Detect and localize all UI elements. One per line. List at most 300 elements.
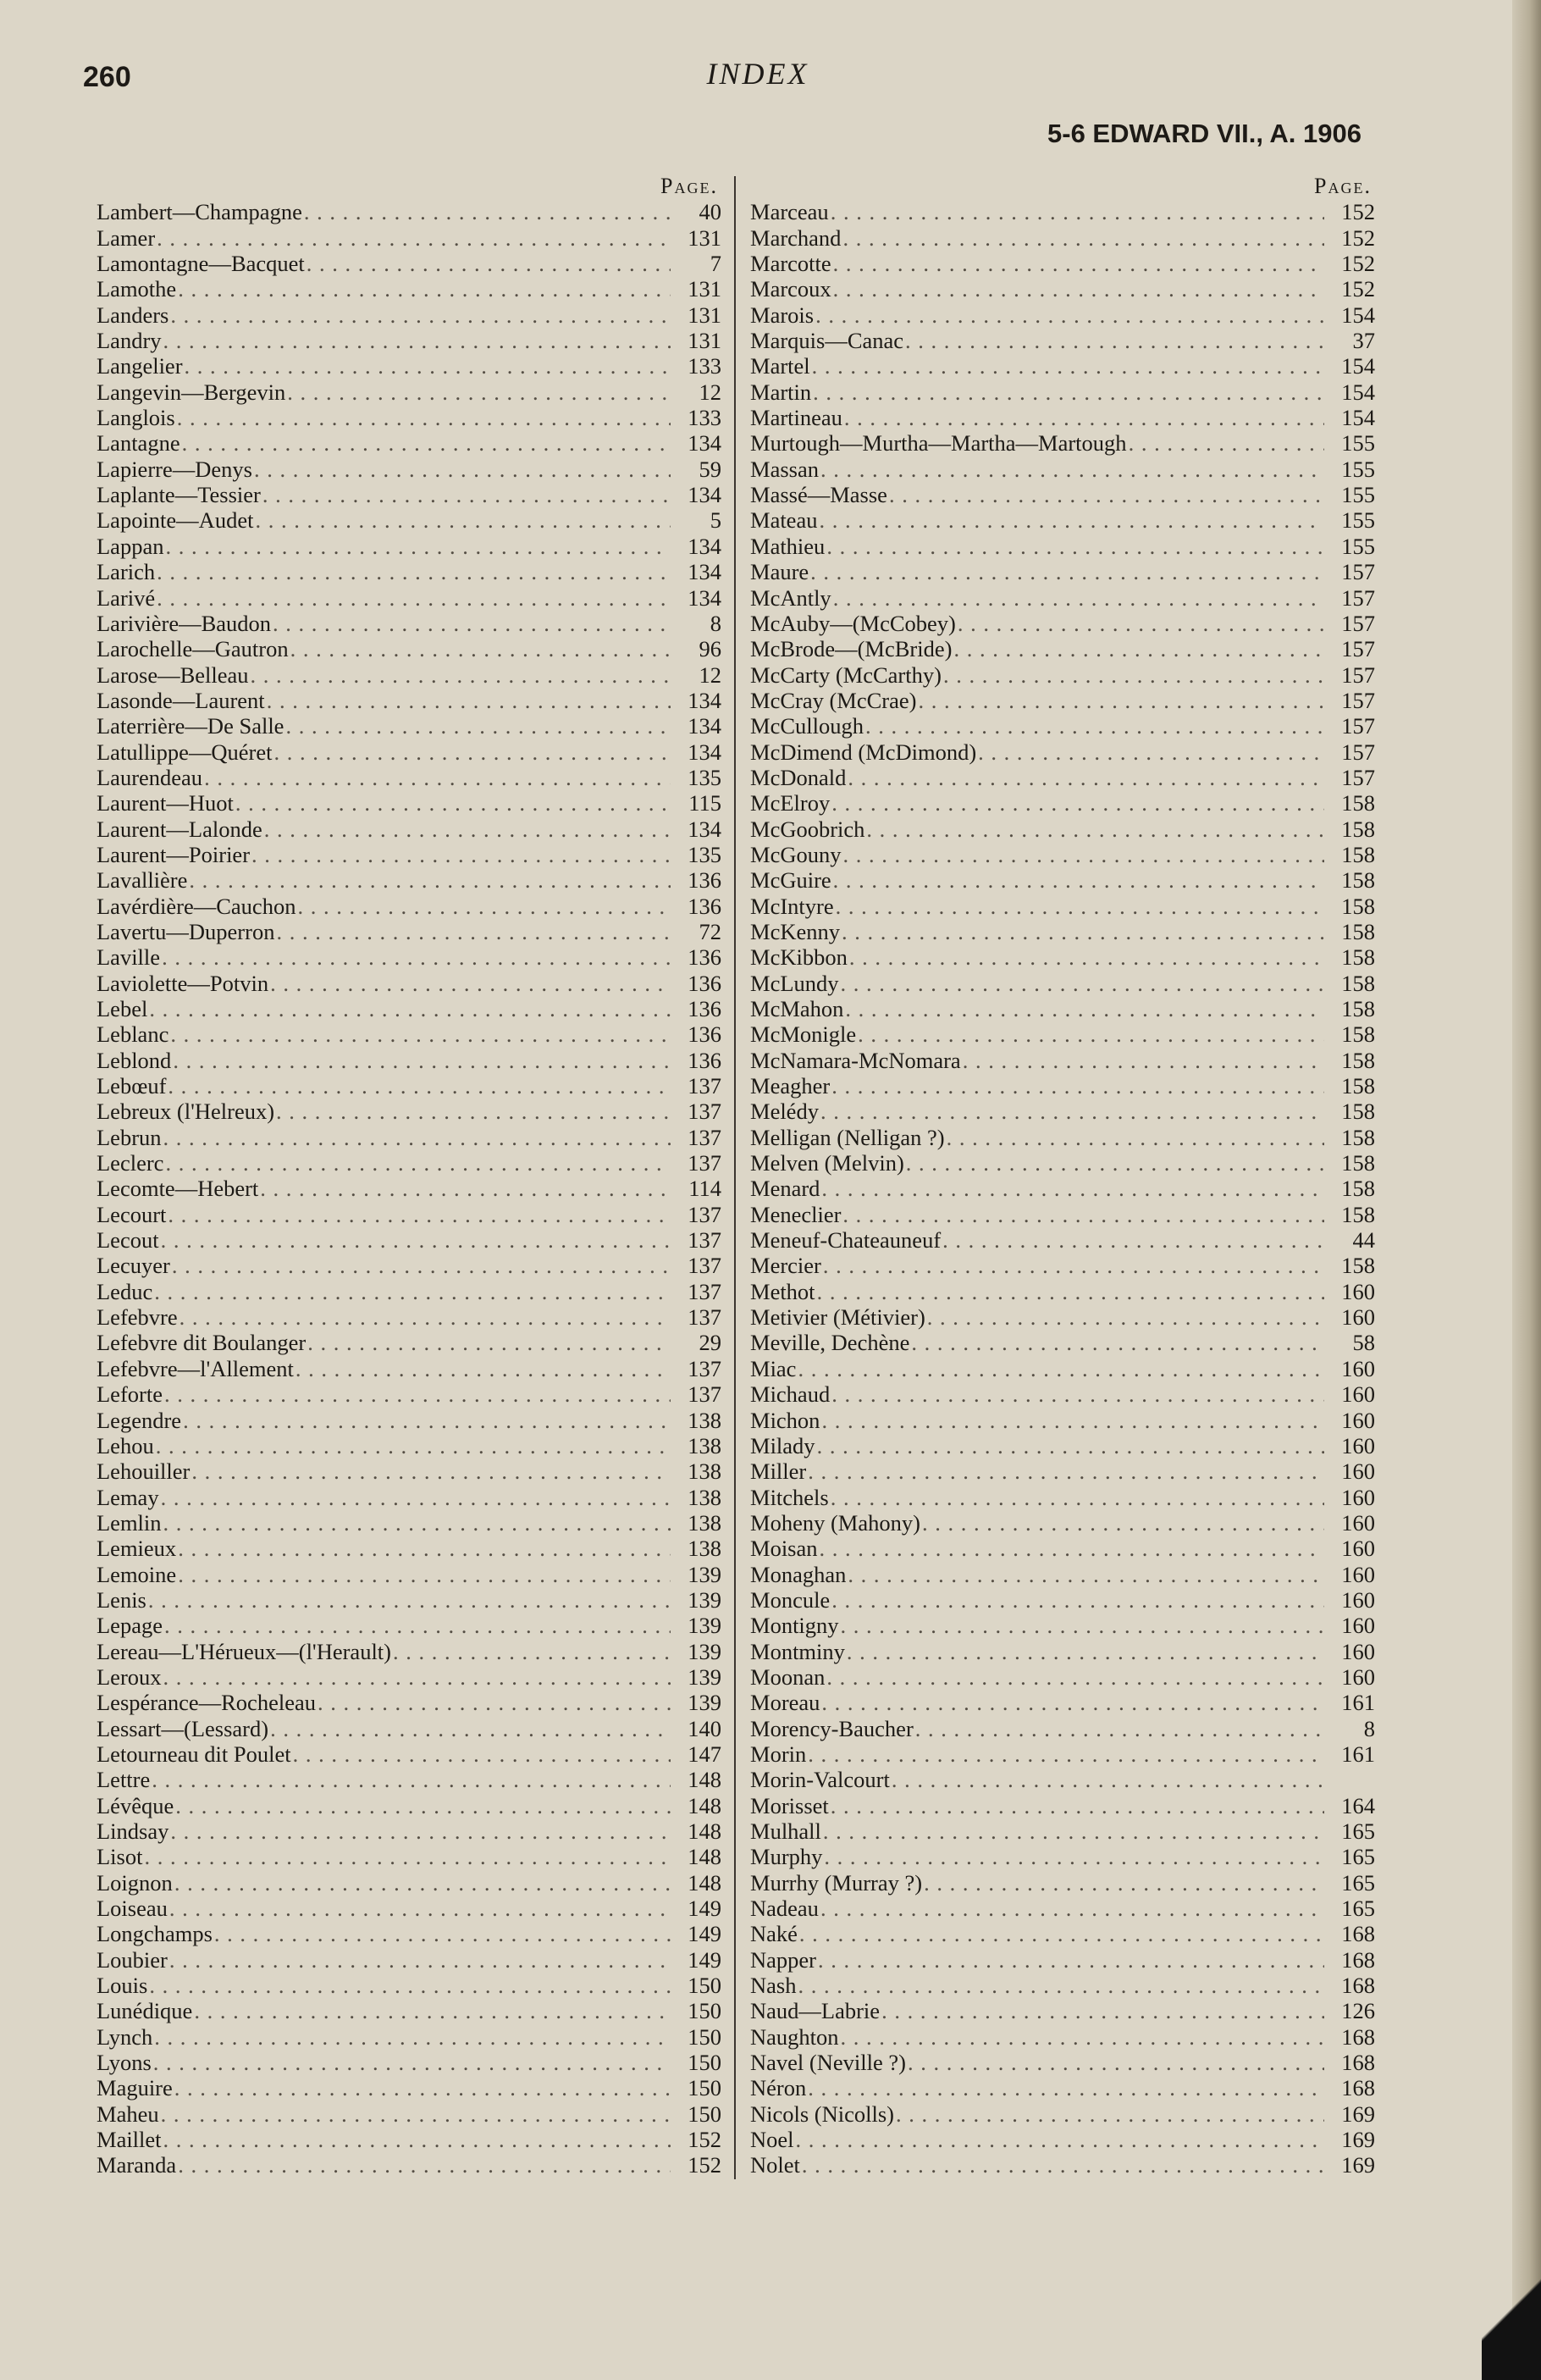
index-entry [750, 1253, 1375, 1278]
index-entry [750, 1690, 1375, 1715]
entry-page-number: 147 [688, 1741, 721, 1767]
index-entry [750, 1921, 1375, 1946]
entry-name: Moheny (Mahony) [750, 1509, 920, 1536]
dot-leader [251, 662, 671, 688]
entry-page-number: 134 [688, 816, 721, 842]
index-entry [750, 1381, 1375, 1407]
entry-name: McMahon [750, 996, 844, 1021]
entry-page-number: 114 [688, 1176, 721, 1202]
index-entry [97, 1176, 721, 1201]
entry-page-number: 134 [688, 482, 721, 508]
index-entry [750, 276, 1375, 302]
entry-page-number: 165 [1341, 1869, 1375, 1896]
dot-leader [163, 1664, 671, 1690]
dot-leader [164, 1613, 671, 1638]
index-entry [750, 1716, 1375, 1741]
dot-leader [157, 225, 671, 251]
entry-name: McElroy [750, 790, 831, 816]
entry-name: McBrode—(McBride) [750, 636, 953, 662]
entry-name: Lamer [97, 224, 156, 251]
entry-name: McGoobrich [750, 816, 865, 842]
index-entry [750, 1613, 1375, 1638]
entry-name: Laurent—Poirier [97, 841, 251, 867]
entry-name: Murrhy (Murray ?) [750, 1869, 923, 1896]
entry-name: Laviolette—Potvin [97, 970, 269, 996]
index-entry [97, 1202, 721, 1227]
index-entry [97, 867, 721, 893]
dot-leader [820, 457, 1324, 482]
entry-name: Lebreux (l'Helreux) [97, 1099, 275, 1125]
dot-leader [149, 996, 671, 1021]
entry-name: Legendre [97, 1407, 182, 1433]
entry-page-number: 157 [1341, 584, 1375, 611]
index-entry [750, 739, 1375, 765]
dot-leader [889, 482, 1324, 507]
dot-leader [254, 457, 671, 482]
entry-page-number: 148 [688, 1869, 721, 1896]
entry-name: Lereau—L'Hérueux—(l'Herault) [97, 1638, 391, 1664]
index-entry [750, 1279, 1375, 1304]
dot-leader [927, 1304, 1324, 1330]
page-column-heading: Page. [1314, 174, 1372, 198]
entry-name: Meville, Dechène [750, 1330, 910, 1356]
entry-name: Lefebvre—l'Allement [97, 1355, 294, 1381]
dot-leader [833, 251, 1324, 276]
entry-name: Morency-Baucher [750, 1715, 914, 1741]
dot-leader [307, 1330, 671, 1355]
dot-leader [295, 1356, 671, 1381]
index-entry [97, 379, 721, 405]
entry-name: Lebœuf [97, 1073, 167, 1099]
entry-name: Lisot [97, 1844, 143, 1870]
index-entry [97, 1150, 721, 1176]
dot-leader [285, 713, 671, 739]
index-entry [750, 1639, 1375, 1664]
entry-name: Martineau [750, 405, 842, 431]
entry-name: Lindsay [97, 1818, 169, 1844]
entry-page-number: 137 [688, 1201, 721, 1227]
entry-name: Leduc [97, 1278, 153, 1304]
entry-page-number: 134 [688, 559, 721, 585]
index-entry [750, 611, 1375, 636]
entry-page-number: 160 [1341, 1586, 1375, 1613]
dot-leader [817, 1279, 1324, 1304]
index-entry [750, 353, 1375, 379]
entry-page-number: 160 [1341, 1484, 1375, 1510]
dot-leader [204, 765, 671, 790]
index-entry [97, 636, 721, 661]
dot-leader [953, 636, 1324, 661]
page-edge [1512, 0, 1541, 2380]
entry-name: Maguire [97, 2075, 173, 2101]
entry-page-number: 165 [1341, 1818, 1375, 1844]
entry-page-number: 72 [699, 918, 721, 944]
dot-leader [906, 1150, 1324, 1176]
entry-page-number: 168 [1341, 2075, 1375, 2101]
dot-leader [168, 1073, 671, 1099]
dot-leader [808, 1741, 1324, 1767]
page-number: 260 [83, 61, 131, 93]
index-entry [97, 1973, 721, 1998]
entry-page-number: 150 [688, 2023, 721, 2050]
index-entry [97, 2024, 721, 2050]
dot-leader [858, 1021, 1324, 1047]
entry-page-number: 160 [1341, 1381, 1375, 1408]
dot-leader [153, 2050, 671, 2075]
dot-leader [896, 2101, 1324, 2127]
index-entry [97, 1073, 721, 1099]
entry-page-number: 139 [688, 1613, 721, 1639]
index-entry [97, 842, 721, 867]
dot-leader [170, 1818, 671, 1844]
dot-leader [821, 1690, 1324, 1715]
entry-name: Methot [750, 1278, 815, 1304]
entry-page-number: 136 [688, 970, 721, 996]
entry-name: Morin [750, 1741, 807, 1767]
index-entry [97, 1793, 721, 1818]
dot-leader [841, 1613, 1324, 1638]
entry-name: Navel (Neville ?) [750, 2050, 906, 2076]
entry-name: Lemlin [97, 1509, 162, 1536]
dot-leader [943, 662, 1324, 688]
dot-leader [802, 2152, 1324, 2178]
entry-page-number: 165 [1341, 1896, 1375, 1922]
entry-name: Marcotte [750, 251, 831, 277]
entry-name: Leclerc [97, 1150, 164, 1176]
dot-leader [798, 1356, 1324, 1381]
entry-page-number: 137 [688, 1253, 721, 1279]
entry-name: Lecomte—Hebert [97, 1176, 259, 1202]
index-entry [97, 894, 721, 919]
entry-name: Lamothe [97, 276, 177, 302]
entry-page-number: 160 [1341, 1432, 1375, 1458]
dot-leader [831, 1073, 1324, 1099]
entry-name: Metivier (Métivier) [750, 1304, 925, 1331]
index-entry [97, 1664, 721, 1690]
dot-leader [144, 1844, 671, 1869]
entry-name: Michaud [750, 1381, 831, 1408]
dot-leader [189, 867, 671, 893]
index-entry [97, 507, 721, 533]
index-entry [97, 585, 721, 611]
dot-leader [175, 1793, 671, 1818]
index-entry [750, 1458, 1375, 1484]
dot-leader [958, 611, 1324, 636]
dot-leader [915, 1716, 1324, 1741]
dot-leader [154, 2024, 671, 2050]
index-entry [750, 2024, 1375, 2050]
index-entry [750, 1793, 1375, 1818]
index-entry [750, 379, 1375, 405]
entry-page-number: 5 [710, 507, 721, 534]
entry-name: Lemoine [97, 1561, 177, 1587]
dot-leader [820, 1099, 1324, 1124]
dot-leader [831, 199, 1324, 224]
dot-leader [848, 765, 1324, 790]
dot-leader [163, 1510, 671, 1536]
entry-page-number: 169 [1341, 2100, 1375, 2127]
index-entry [750, 1767, 1375, 1792]
entry-page-number: 131 [688, 224, 721, 251]
entry-page-number: 154 [1341, 353, 1375, 379]
entry-name: Melligan (Nelligan ?) [750, 1124, 945, 1150]
entry-page-number: 140 [688, 1715, 721, 1741]
dot-leader [823, 1818, 1324, 1844]
index-entry [750, 1125, 1375, 1150]
index-entry [750, 765, 1375, 790]
entry-page-number: 136 [688, 996, 721, 1021]
entry-page-number: 160 [1341, 1355, 1375, 1381]
session-heading: 5-6 EDWARD VII., A. 1906 [1047, 119, 1361, 148]
entry-page-number: 157 [1341, 739, 1375, 765]
dot-leader [817, 1433, 1324, 1458]
entry-page-number: 158 [1341, 1021, 1375, 1048]
dot-leader [174, 1870, 671, 1896]
entry-name: Letourneau dit Poulet [97, 1741, 291, 1767]
entry-name: Nadeau [750, 1896, 819, 1922]
index-entry [97, 302, 721, 328]
entry-page-number: 149 [688, 1921, 721, 1947]
entry-name: Latullippe—Quéret [97, 739, 273, 765]
entry-name: Miller [750, 1458, 807, 1485]
index-entry [97, 765, 721, 790]
entry-page-number: 59 [699, 456, 721, 482]
index-entry [750, 636, 1375, 661]
entry-page-number: 160 [1341, 1407, 1375, 1433]
entry-name: Naud—Labrie [750, 1998, 881, 2024]
entry-page-number: 138 [688, 1509, 721, 1536]
entry-page-number: 158 [1341, 816, 1375, 842]
dot-leader [823, 1253, 1324, 1278]
dot-leader [154, 1279, 671, 1304]
dot-leader [831, 1485, 1324, 1510]
index-entry [97, 919, 721, 944]
entry-page-number: 137 [688, 1099, 721, 1125]
entry-page-number: 40 [699, 199, 721, 225]
entry-page-number: 157 [1341, 661, 1375, 688]
index-entry [97, 1716, 721, 1741]
entry-page-number: 139 [688, 1663, 721, 1690]
entry-page-number: 138 [688, 1432, 721, 1458]
entry-name: Melven (Melvin) [750, 1150, 904, 1176]
index-entry [750, 1227, 1375, 1253]
dot-leader [262, 482, 671, 507]
index-entry [750, 1202, 1375, 1227]
index-entry [97, 1227, 721, 1253]
entry-name: Nolet [750, 2152, 800, 2178]
entry-page-number: 160 [1341, 1278, 1375, 1304]
dot-leader [842, 225, 1324, 251]
entry-name: Naké [750, 1921, 798, 1947]
entry-name: Marchand [750, 224, 842, 251]
entry-page-number: 133 [688, 353, 721, 379]
entry-page-number: 152 [1341, 224, 1375, 251]
entry-name: McNamara-McNomara [750, 1047, 961, 1073]
entry-name: Lappan [97, 533, 164, 559]
dot-leader [168, 1202, 671, 1227]
entry-page-number: 157 [1341, 610, 1375, 636]
entry-page-number: 150 [688, 1973, 721, 1999]
entry-name: McCullough [750, 713, 864, 739]
index-entry [750, 1664, 1375, 1690]
dot-leader [393, 1639, 671, 1664]
dot-leader [842, 1202, 1324, 1227]
entry-page-number: 169 [1341, 2152, 1375, 2178]
index-entry [97, 328, 721, 353]
entry-page-number: 160 [1341, 1663, 1375, 1690]
dot-leader [812, 353, 1324, 379]
entry-page-number: 158 [1341, 918, 1375, 944]
entry-name: Laurent—Lalonde [97, 816, 262, 842]
dot-leader [908, 2050, 1324, 2075]
entry-page-number: 161 [1341, 1741, 1375, 1767]
entry-page-number: 161 [1341, 1690, 1375, 1716]
index-entry [750, 867, 1375, 893]
entry-page-number: 131 [688, 276, 721, 302]
index-entry [97, 1639, 721, 1664]
dot-leader [848, 1562, 1324, 1587]
dot-leader [963, 1048, 1324, 1073]
dot-leader [255, 507, 671, 533]
entry-page-number: 58 [1352, 1330, 1375, 1356]
entry-page-number: 137 [688, 1304, 721, 1331]
entry-page-number: 155 [1341, 456, 1375, 482]
entry-name: McAuby—(McCobey) [750, 610, 956, 636]
entry-name: Leblond [97, 1047, 172, 1073]
entry-page-number: 158 [1341, 970, 1375, 996]
entry-name: Néron [750, 2075, 807, 2101]
entry-page-number: 29 [699, 1330, 721, 1356]
index-entry [97, 1021, 721, 1047]
entry-page-number: 168 [1341, 1973, 1375, 1999]
dot-leader [178, 1562, 671, 1587]
entry-name: Landers [97, 302, 169, 328]
dot-leader [810, 559, 1324, 584]
dot-leader [180, 1304, 671, 1330]
entry-page-number: 157 [1341, 687, 1375, 713]
entry-page-number: 158 [1341, 1201, 1375, 1227]
index-entry [97, 1330, 721, 1355]
index-entry [97, 559, 721, 584]
entry-name: Morin-Valcourt [750, 1767, 890, 1793]
index-entry [750, 1176, 1375, 1201]
index-entry [750, 585, 1375, 611]
entry-name: Marquis—Canac [750, 328, 904, 354]
entry-page-number: 115 [688, 790, 721, 816]
dot-leader [178, 276, 671, 302]
dot-leader [169, 1896, 671, 1921]
dot-leader [841, 971, 1324, 996]
entry-name: Miac [750, 1355, 797, 1381]
dot-leader [165, 534, 671, 559]
entry-name: Leblanc [97, 1021, 169, 1048]
entry-name: Leforte [97, 1381, 163, 1408]
entry-page-number: 168 [1341, 2023, 1375, 2050]
entry-name: Michon [750, 1407, 820, 1433]
entry-page-number: 154 [1341, 405, 1375, 431]
entry-name: Loiseau [97, 1896, 168, 1922]
dot-leader [892, 1767, 1324, 1792]
entry-page-number: 158 [1341, 790, 1375, 816]
index-entry [750, 507, 1375, 533]
index-entry [97, 790, 721, 816]
entry-name: Lapierre—Denys [97, 456, 252, 482]
entry-page-number: 135 [688, 841, 721, 867]
entry-page-number: 154 [1341, 302, 1375, 328]
dot-leader [191, 1458, 671, 1484]
dot-leader [844, 405, 1324, 430]
entry-page-number: 138 [688, 1407, 721, 1433]
dot-leader [819, 507, 1324, 533]
dot-leader [849, 944, 1324, 970]
dot-leader [178, 1536, 671, 1561]
index-entry [97, 1458, 721, 1484]
entry-name: Larose—Belleau [97, 661, 249, 688]
entry-page-number: 152 [1341, 251, 1375, 277]
index-entry [750, 1150, 1375, 1176]
entry-page-number: 152 [688, 2127, 721, 2153]
dot-leader [178, 2152, 671, 2178]
dot-leader [831, 1587, 1324, 1613]
dot-leader [918, 688, 1324, 713]
entry-page-number: 136 [688, 1021, 721, 1048]
entry-page-number: 160 [1341, 1561, 1375, 1587]
dot-leader [905, 328, 1324, 353]
index-entry [750, 457, 1375, 482]
entry-name: Naughton [750, 2023, 839, 2050]
entry-page-number: 157 [1341, 713, 1375, 739]
index-entry [750, 971, 1375, 996]
entry-name: Langevin—Bergevin [97, 379, 286, 405]
entry-name: McAntly [750, 584, 831, 611]
entry-page-number: 160 [1341, 1304, 1375, 1331]
index-entry [750, 1408, 1375, 1433]
index-entry [97, 713, 721, 739]
index-entry [97, 1125, 721, 1150]
dot-leader [165, 1150, 671, 1176]
entry-page-number: 155 [1341, 533, 1375, 559]
entry-page-number: 168 [1341, 1921, 1375, 1947]
dot-leader [826, 534, 1324, 559]
dot-leader [274, 739, 671, 765]
entry-page-number: 154 [1341, 379, 1375, 405]
entry-name: Moonan [750, 1663, 826, 1690]
index-entry [750, 816, 1375, 842]
dot-leader [799, 1921, 1324, 1946]
entry-name: McKenny [750, 918, 840, 944]
index-entry [97, 1818, 721, 1844]
entry-page-number: 37 [1352, 328, 1375, 354]
entry-page-number: 136 [688, 1047, 721, 1073]
entry-page-number: 136 [688, 867, 721, 894]
dot-leader [173, 1048, 671, 1073]
entry-page-number: 152 [1341, 199, 1375, 225]
entry-name: Lettre [97, 1767, 151, 1793]
entry-name: McGuire [750, 867, 831, 894]
index-entry [750, 1485, 1375, 1510]
index-entry [750, 1896, 1375, 1921]
dot-leader [842, 842, 1324, 867]
dot-leader [169, 1947, 671, 1973]
index-entry [97, 482, 721, 507]
entry-page-number: 158 [1341, 1253, 1375, 1279]
index-entry [97, 225, 721, 251]
entry-name: Lévêque [97, 1792, 174, 1818]
entry-name: McCarty (McCarthy) [750, 661, 942, 688]
entry-name: Lynch [97, 2023, 153, 2050]
entry-page-number: 139 [688, 1690, 721, 1716]
entry-page-number: 8 [1363, 1715, 1375, 1741]
